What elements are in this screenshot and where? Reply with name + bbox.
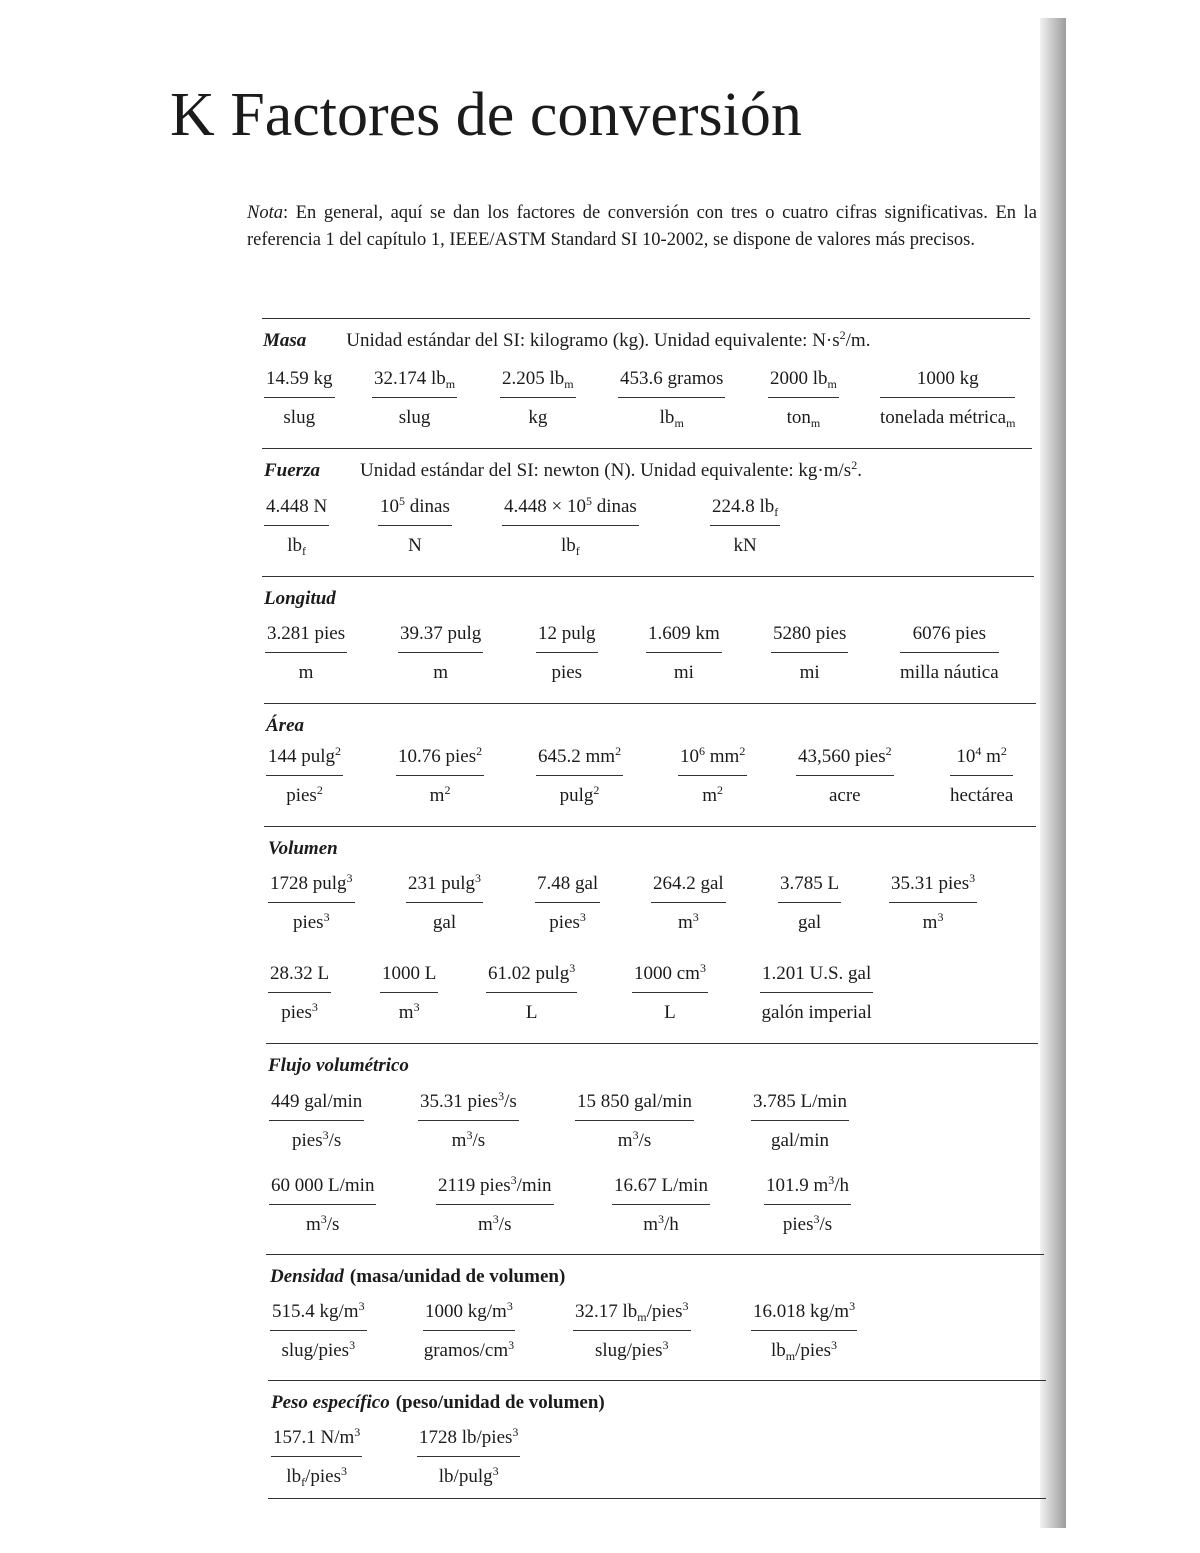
numerator: 12 pulg [538,623,596,644]
conversion-factor [760,962,873,1025]
numerator: 1.609 km [648,623,720,644]
section-subtitle: (masa/unidad de volumen) [349,1266,566,1287]
conversion-factor [880,367,1015,430]
numerator: 224.8 $lb_f$ [712,496,779,519]
conversion-factor [486,962,577,1025]
conversion-factor [651,872,726,935]
numerator: 144 pulg$^2$ [268,744,342,767]
conversion-factor [796,745,894,808]
numerator: 231 pulg$^3$ [408,871,482,894]
numerator: 10.76 pies$^2$ [398,744,483,767]
denominator: m [433,662,449,683]
section-name: Longitud [264,588,336,609]
denominator: $lb_m/pies^3$ [771,1338,838,1363]
conversion-factor [646,622,722,685]
conversion-factor [423,1300,515,1363]
conversion-factor [632,962,708,1025]
numerator: 1000 kg [916,368,979,389]
numerator: 32.174 $lb_m$ [374,368,456,391]
conversion-factor [436,1174,554,1237]
conversion-factor [266,745,343,808]
denominator: $m^3/h$ [643,1212,679,1235]
numerator: 14.59 kg [266,368,333,389]
section-name: Área [266,715,304,736]
numerator: 4.448 N [266,496,328,517]
section-name: Masa [263,330,307,351]
denominator: pies [551,662,583,683]
denominator: pies$^3$ [281,1000,318,1023]
divider [266,1043,1038,1044]
denominator: gramos/$cm^3$ [423,1338,515,1361]
conversion-factor [573,1300,691,1363]
numerator: 16.67 L/min [614,1175,708,1196]
conversion-factor [889,872,977,935]
divider [262,576,1034,577]
conversion-factor [380,962,438,1025]
numerator: 1000 $kg/m^3$ [425,1299,513,1322]
denominator: $m^3/s$ [478,1212,512,1235]
conversion-factor [768,367,839,430]
numerator: 28.32 L [270,963,330,984]
section-title-volumen [268,838,338,860]
denominator: $m^3/s$ [617,1128,652,1151]
conversion-factor [271,1426,362,1489]
conversion-factor [778,872,841,935]
section-desc: Unidad estándar del SI: kilogramo (kg). Unidad equivalente: $N\cdot s^2/m$. [346,328,871,351]
divider [268,1380,1046,1381]
conversion-factor [268,962,331,1025]
denominator: $lb_m$ [659,407,684,430]
section-title-fuerza [264,460,862,482]
conversion-factor [417,1426,520,1489]
denominator: N [408,535,422,556]
numerator: $10^5$ dinas [380,494,450,517]
denominator: $m^2$ [702,783,724,806]
section-name: Flujo volumétrico [268,1055,409,1076]
numerator: 5280 pies [773,623,847,644]
denominator: pies$^3$/s [782,1212,833,1235]
note-label: Nota [247,203,283,223]
numerator: $10^4$ $m^2$ [956,744,1007,767]
numerator: 35.31 pies$^3$ [891,871,976,894]
divider [268,1498,1046,1499]
denominator: mi [673,662,694,683]
numerator: 264.2 gal [653,873,724,894]
denominator: kN [733,535,757,556]
denominator: hectárea [950,785,1014,806]
section-title-longitud [264,588,336,610]
numerator: 3.785 L/min [753,1091,847,1112]
numerator: 1728 pulg$^3$ [270,871,353,894]
numerator: 1000 $cm^3$ [634,961,706,984]
denominator: lb/pulg$^3$ [438,1464,499,1487]
denominator: tonelada métrica$_m$ [880,407,1016,430]
conversion-factor [372,367,457,430]
conversion-factor [764,1174,851,1237]
numerator: 1000 L [382,963,437,984]
denominator: $m^3/s$ [451,1128,486,1151]
numerator: 35.31 pies$^3$/s [420,1089,517,1112]
conversion-factor [678,745,747,808]
numerator: 6076 pies [912,623,986,644]
denominator: slug [283,407,316,428]
denominator: pies$^3$ [549,910,586,933]
denominator: pulg$^2$ [559,783,600,806]
numerator: 515.4 $kg/m^3$ [272,1299,365,1322]
denominator: gal [797,912,822,933]
denominator: gal/min [770,1130,829,1151]
numerator: 2000 $lb_m$ [770,368,837,391]
divider [264,703,1036,704]
scan-edge-shadow [1040,18,1066,1528]
denominator: $m^3$ [922,910,944,933]
numerator: 15 850 gal/min [577,1091,693,1112]
denominator: gal [432,912,457,933]
numerator: 449 gal/min [271,1091,363,1112]
conversion-factor [950,745,1013,808]
conversion-factor [771,622,848,685]
section-name: Densidad [270,1266,344,1287]
numerator: 43,560 pies$^2$ [798,744,892,767]
conversion-factor [618,367,725,430]
denominator: slug [398,407,431,428]
conversion-factor [900,622,999,685]
denominator: pies$^3$ [292,910,330,933]
numerator: 16.018 $kg/m^3$ [753,1299,856,1322]
conversion-factor [378,495,452,558]
section-name: Fuerza [264,460,320,481]
divider [266,1254,1044,1255]
numerator: 39.37 pulg [400,623,482,644]
note-paragraph [247,200,1037,254]
numerator: 2.205 $lb_m$ [502,368,574,391]
divider [262,318,1030,319]
denominator: $m^2$ [429,783,451,806]
section-name: Peso específico [271,1392,390,1413]
numerator: 1.201 U.S. gal [762,963,872,984]
conversion-factor [265,622,347,685]
denominator: pies$^3$/s [292,1128,342,1151]
page-title: K Factores de conversión [170,80,802,149]
numerator: 101.9 $m^3/h$ [766,1173,850,1196]
conversion-factor [264,495,329,558]
numerator: 32.17 $lb_m/pies^3$ [575,1299,689,1324]
denominator: $lb_f$ [561,535,580,558]
conversion-factor [536,622,598,685]
conversion-factor [710,495,780,558]
denominator: m [298,662,314,683]
note-text: : En general, aquí se dan los factores de conversión con tres o cuatro cifras significativas. En la referencia 1 del capítulo 1, IEEE/ASTM Standard SI 10-2002, se dispone de valores más precisos. [247,203,1037,250]
denominator: slug/pies$^3$ [281,1338,356,1361]
numerator: 3.281 pies [267,623,346,644]
conversion-factor [751,1090,849,1153]
denominator: acre [828,785,861,806]
divider [264,826,1036,827]
denominator: pies$^2$ [286,783,323,806]
conversion-factor [575,1090,694,1153]
conversion-factor [269,1174,376,1237]
denominator: slug/pies$^3$ [594,1338,669,1361]
denominator: kg [528,407,548,428]
conversion-factor [264,367,335,430]
numerator: 453.6 gramos [620,368,724,389]
section-name: Volumen [268,838,338,859]
denominator: galón imperial [761,1002,872,1023]
numerator: 1728 lb/pies$^3$ [419,1425,519,1448]
conversion-factor [502,495,639,558]
conversion-factor [418,1090,519,1153]
numerator: 3.785 L [780,873,840,894]
denominator: $lb_f$ [287,535,306,558]
section-title-masa [263,330,870,352]
section-title-flujo [268,1055,409,1077]
conversion-factor [612,1174,710,1237]
conversion-factor [396,745,484,808]
conversion-factor [398,622,483,685]
denominator: mi [799,662,820,683]
numerator: 61.02 pulg$^3$ [488,961,576,984]
denominator: $m^3/s$ [305,1212,340,1235]
denominator: $lb_f/pies^3$ [286,1464,347,1489]
conversion-factor [536,745,623,808]
numerator: 645.2 $mm^2$ [538,744,622,767]
conversion-factor [500,367,576,430]
divider [262,448,1032,449]
denominator: $m^3$ [677,910,699,933]
denominator: ton$_m$ [786,407,821,430]
denominator: L [664,1002,676,1023]
conversion-factor [535,872,600,935]
conversion-factor [406,872,483,935]
denominator: $m^3$ [398,1000,420,1023]
numerator: $10^6$ $mm^2$ [680,744,746,767]
numerator: 157.1 $N/m^3$ [273,1425,361,1448]
numerator: $4.448 \times 10^5$ dinas [504,494,637,517]
section-subtitle: (peso/unidad de volumen) [395,1392,605,1413]
section-title-area [266,715,304,737]
numerator: 60 000 L/min [271,1175,375,1196]
conversion-factor [269,1090,364,1153]
conversion-factor [270,1300,367,1363]
section-desc: Unidad estándar del SI: newton (N). Unidad equivalente: $kg\cdot m/s^2$. [359,458,862,481]
numerator: 7.48 gal [537,873,599,894]
conversion-factor [268,872,355,935]
section-title-densidad [270,1266,565,1288]
numerator: 2119 pies$^3$/min [438,1173,552,1196]
section-title-peso [271,1392,605,1414]
conversion-factor [751,1300,857,1363]
denominator: L [525,1002,538,1023]
denominator: milla náutica [900,662,999,683]
